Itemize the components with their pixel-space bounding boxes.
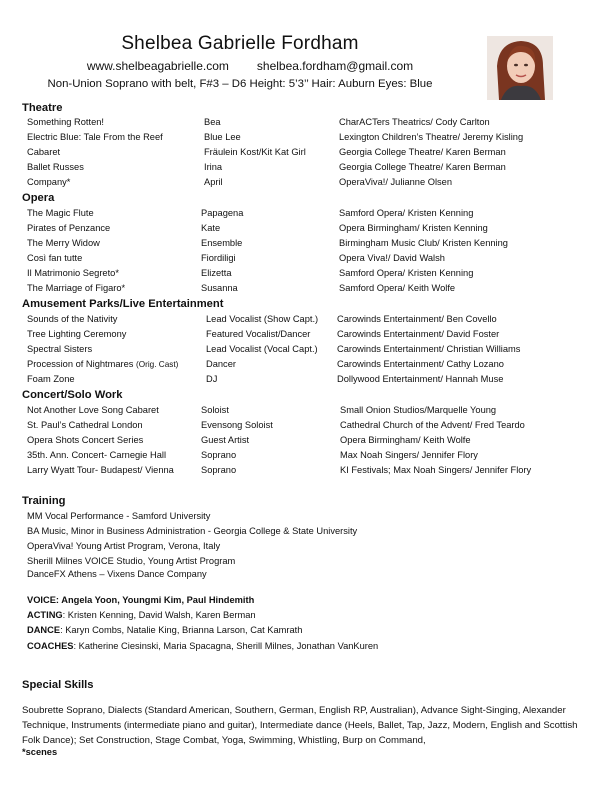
show-title: St. Paul’s Cathedral London (27, 420, 143, 430)
company-director: KI Festivals; Max Noah Singers/ Jennifer Flory (340, 465, 532, 475)
teacher-label: ACTING (27, 610, 63, 620)
show-title: Electric Blue: Tale From the Reef (27, 132, 163, 142)
company-director: Samford Opera/ Keith Wolfe (339, 283, 456, 293)
show-title: Così fan tutte (27, 253, 83, 263)
company-director: Georgia College Theatre/ Karen Berman (339, 147, 506, 157)
credit-row (0, 450, 612, 464)
teacher-names: : Karyn Combs, Natalie King, Brianna Larson, Cat Kamrath (60, 625, 303, 635)
credit-row (0, 132, 612, 146)
show-title: Tree Lighting Ceremony (27, 329, 127, 339)
credit-row (0, 283, 612, 297)
credit-row (0, 420, 612, 434)
training-item: MM Vocal Performance - Samford University (27, 511, 211, 521)
credit-row (0, 359, 612, 373)
teacher-voice (27, 595, 254, 605)
training-item: OperaViva! Young Artist Program, Verona, Italy (27, 541, 221, 551)
teacher-dance (27, 625, 302, 635)
company-director: Carowinds Entertainment/ Christian Williams (337, 344, 521, 354)
role: Ensemble (201, 238, 243, 248)
role: Fiordiligi (201, 253, 236, 263)
company-director: Lexington Children’s Theatre/ Jeremy Kisling (339, 132, 524, 142)
company-director: Carowinds Entertainment/ David Foster (337, 329, 500, 339)
show-title: Something Rotten! (27, 117, 105, 127)
credit-row (0, 268, 612, 282)
section-title-theatre: Theatre (22, 102, 63, 114)
role: DJ (206, 374, 218, 384)
section-title-concert: Concert/Solo Work (22, 389, 123, 401)
show-title (27, 359, 178, 369)
company-director: Small Onion Studios/Marquelle Young (340, 405, 497, 415)
company-director: Georgia College Theatre/ Karen Berman (339, 162, 506, 172)
section-title-training: Training (22, 495, 66, 507)
credit-row (0, 435, 612, 449)
credit-row (0, 465, 612, 479)
teacher-acting (27, 610, 256, 620)
company-director: Opera Birmingham/ Kristen Kenning (339, 223, 488, 233)
show-title: Not Another Love Song Cabaret (27, 405, 159, 415)
company-director: Samford Opera/ Kristen Kenning (339, 268, 474, 278)
credit-row (0, 405, 612, 419)
section-title-skills: Special Skills (22, 679, 94, 691)
show-title: 35th. Ann. Concert- Carnegie Hall (27, 450, 167, 460)
credit-row (0, 329, 612, 343)
company-director: CharACTers Theatrics/ Cody Carlton (339, 117, 490, 127)
role: Papagena (201, 208, 244, 218)
teacher-label: COACHES (27, 641, 74, 651)
credit-row (0, 374, 612, 388)
show-note: (Orig. Cast) (136, 360, 179, 369)
role: Elizetta (201, 268, 232, 278)
company-director: Dollywood Entertainment/ Hannah Muse (337, 374, 504, 384)
role: Guest Artist (201, 435, 250, 445)
company-director: OperaViva!/ Julianne Olsen (339, 177, 453, 187)
show-title: Larry Wyatt Tour- Budapest/ Vienna (27, 465, 174, 475)
role: Irina (204, 162, 223, 172)
show-title: Company* (27, 177, 71, 187)
role: Dancer (206, 359, 236, 369)
show-title: The Merry Widow (27, 238, 100, 248)
company-director: Cathedral Church of the Advent/ Fred Teardo (340, 420, 525, 430)
special-skills-text: Soubrette Soprano, Dialects (Standard American, Southern, German, English RP, Australian), Advance Sight-Singing, Alexander Technique, Instruments (intermediate piano and guitar), Intermediate dance (Heels, Ballet, Tap, Jazz, Modern, English and Scottish Folk Dance); Set Construction, Stage Combat, Yoga, Swimming, Whistling, Burp on Command, (22, 705, 578, 746)
show-title: Cabaret (27, 147, 61, 157)
teacher-label: DANCE (27, 625, 61, 635)
teacher-names: : Kristen Kenning, David Walsh, Karen Berman (62, 610, 256, 620)
credit-row (0, 117, 612, 131)
training-item: BA Music, Minor in Business Administration - Georgia College & State University (27, 526, 358, 536)
company-director: Max Noah Singers/ Jennifer Flory (340, 450, 478, 460)
role: Susanna (201, 283, 238, 293)
show-title: Sounds of the Nativity (27, 314, 118, 324)
show-title: Ballet Russes (27, 162, 84, 172)
performer-name: Shelbea Gabrielle Fordham (121, 33, 359, 54)
scenes-footnote: *scenes (22, 747, 58, 757)
show-title: Spectral Sisters (27, 344, 93, 354)
teacher-names: : Katherine Ciesinski, Maria Spacagna, Sherill Milnes, Jonathan VanKuren (73, 641, 379, 651)
role: Kate (201, 223, 221, 233)
show-title: Il Matrimonio Segreto* (27, 268, 119, 278)
role: Fräulein Kost/Kit Kat Girl (204, 147, 306, 157)
show-title: Opera Shots Concert Series (27, 435, 144, 445)
website-link[interactable]: www.shelbeagabrielle.com (86, 59, 229, 73)
credit-row (0, 238, 612, 252)
section-title-opera: Opera (22, 192, 55, 204)
credit-row (0, 147, 612, 161)
show-title: Foam Zone (27, 374, 75, 384)
role: Bea (204, 117, 221, 127)
vital-stats: Non-Union Soprano with belt, F#3 – D6 Height: 5’3’’ Hair: Auburn Eyes: Blue (47, 78, 433, 90)
credit-row (0, 314, 612, 328)
credit-row (0, 223, 612, 237)
role: Soprano (201, 450, 237, 460)
training-item: DanceFX Athens – Vixens Dance Company (27, 569, 207, 579)
show-title: Pirates of Penzance (27, 223, 111, 233)
email-link[interactable]: shelbea.fordham@gmail.com (256, 59, 414, 73)
company-director: Opera Birmingham/ Keith Wolfe (340, 435, 471, 445)
headshot-image (487, 36, 553, 100)
role: Soloist (201, 405, 229, 415)
company-director: Carowinds Entertainment/ Cathy Lozano (337, 359, 504, 369)
credit-row (0, 208, 612, 222)
role: Featured Vocalist/Dancer (206, 329, 311, 339)
credit-row (0, 253, 612, 267)
role: Soprano (201, 465, 237, 475)
teacher-label: VOICE: Angela Yoon, Youngmi Kim, Paul Hindemith (27, 595, 255, 605)
show-title: The Marriage of Figaro* (27, 283, 126, 293)
role: Blue Lee (204, 132, 241, 142)
role: Lead Vocalist (Show Capt.) (206, 314, 319, 324)
company-director: Samford Opera/ Kristen Kenning (339, 208, 474, 218)
section-title-amusement: Amusement Parks/Live Entertainment (22, 298, 224, 310)
company-director: Opera Viva!/ David Walsh (339, 253, 445, 263)
contact-line (30, 59, 470, 73)
show-title-text: Procession of Nightmares (27, 359, 134, 369)
company-director: Birmingham Music Club/ Kristen Kenning (339, 238, 508, 248)
company-director: Carowinds Entertainment/ Ben Covello (337, 314, 497, 324)
show-title: The Magic Flute (27, 208, 94, 218)
credit-row (0, 162, 612, 176)
teacher-coaches (27, 641, 378, 651)
role: April (204, 177, 223, 187)
credit-row (0, 344, 612, 358)
training-item: Sherill Milnes VOICE Studio, Young Artist Program (27, 556, 236, 566)
role: Evensong Soloist (201, 420, 273, 430)
credit-row (0, 177, 612, 191)
role: Lead Vocalist (Vocal Capt.) (206, 344, 318, 354)
headshot-photo (487, 36, 553, 100)
